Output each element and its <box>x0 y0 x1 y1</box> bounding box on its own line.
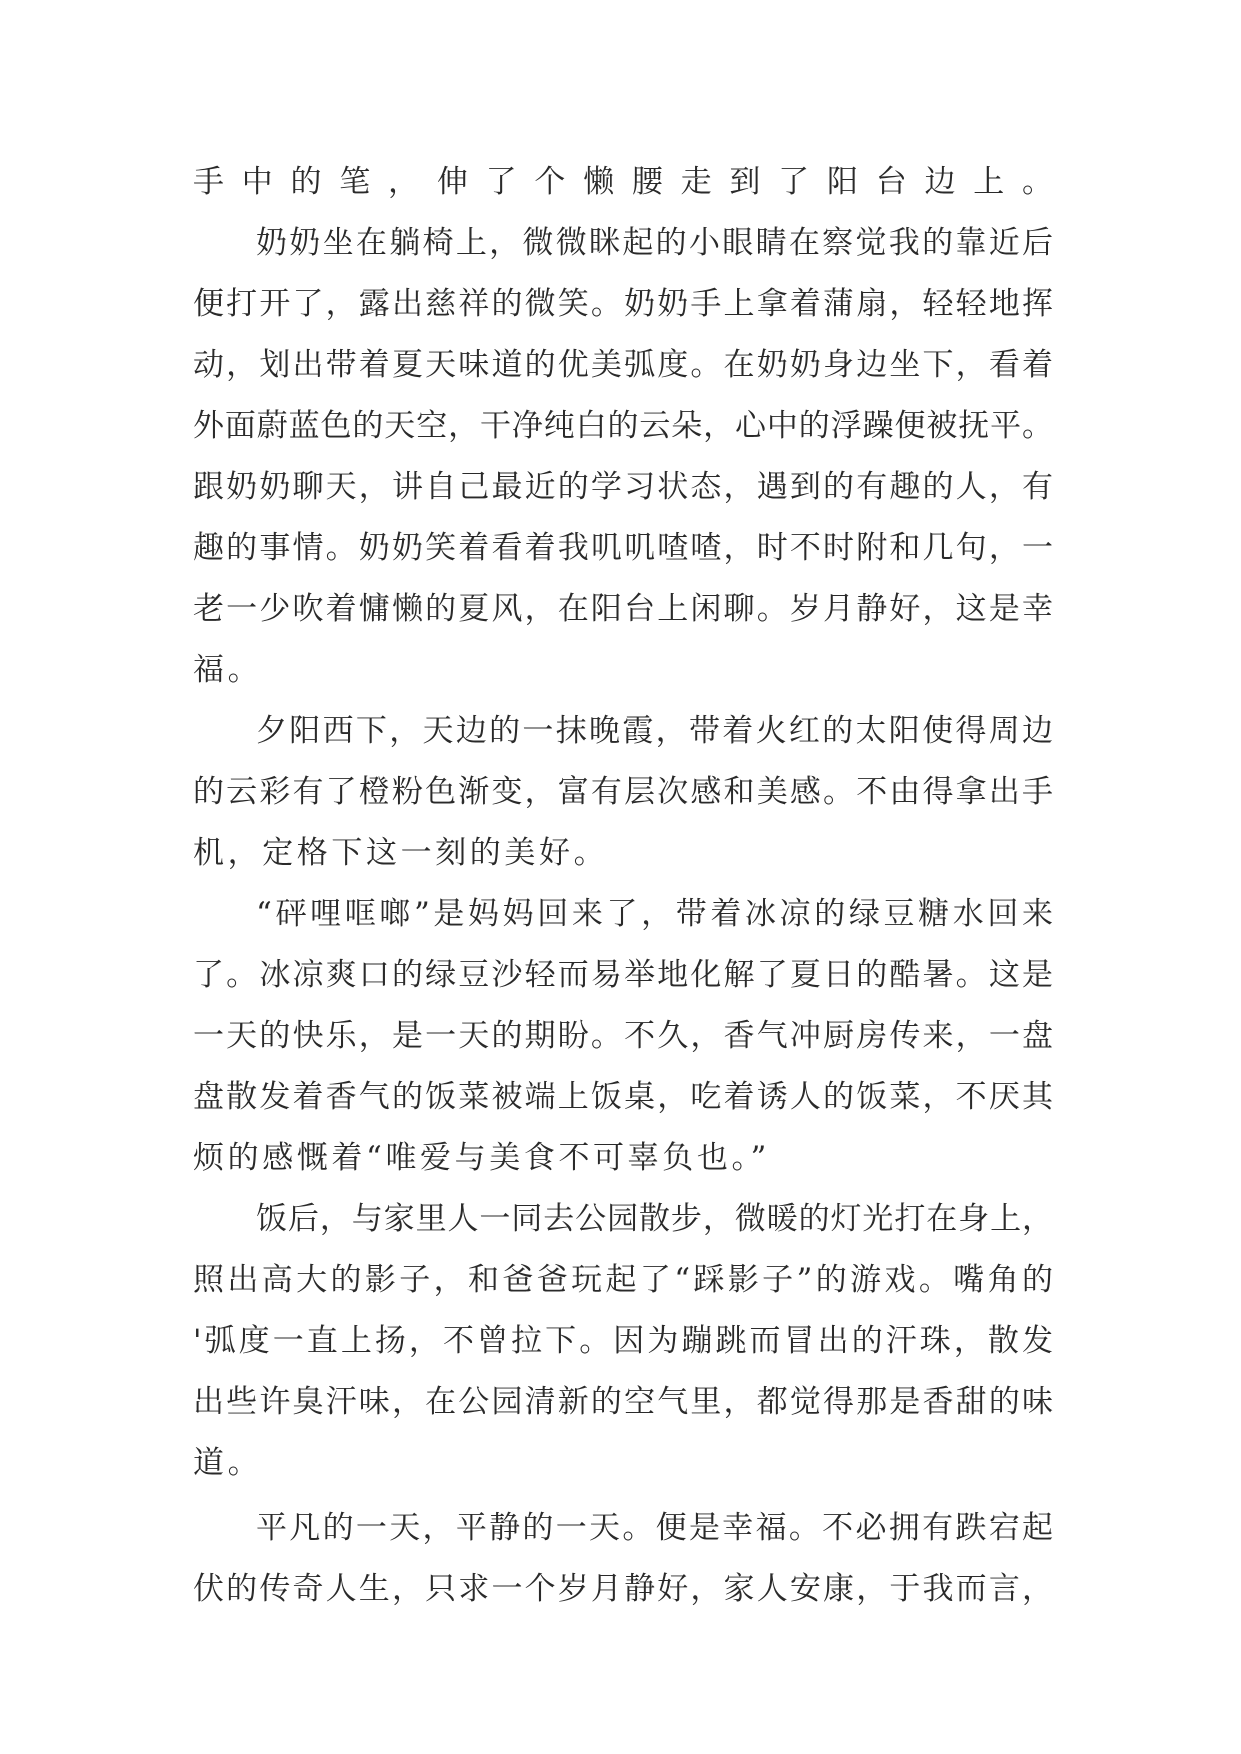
paragraph-start-line: 奶奶坐在躺椅上，微微眯起的小眼睛在察觉我的靠近后 <box>256 225 1053 261</box>
text-line: 盘散发着香气的饭菜被端上饭桌，吃着诱人的饭菜，不厌其 <box>193 1079 1053 1115</box>
text-line: 了。冰凉爽口的绿豆沙轻而易举地化解了夏日的酷暑。这是 <box>193 957 1053 993</box>
text-line: 动，划出带着夏天味道的优美弧度。在奶奶身边坐下，看着 <box>193 347 1053 383</box>
text-line: 跟奶奶聊天，讲自己最近的学习状态，遇到的有趣的人，有 <box>193 469 1053 505</box>
text-line: '弧度一直上扬，不曾拉下。因为蹦跳而冒出的汗珠，散发 <box>193 1323 1053 1359</box>
text-line: 福。 <box>193 652 263 688</box>
text-line: 机，定格下这一刻的美好。 <box>193 835 609 871</box>
text-line: 的云彩有了橙粉色渐变，富有层次感和美感。不由得拿出手 <box>193 774 1053 810</box>
text-line: 出些许臭汗味，在公园清新的空气里，都觉得那是香甜的味 <box>193 1384 1053 1420</box>
text-line: 便打开了，露出慈祥的微笑。奶奶手上拿着蒲扇，轻轻地挥 <box>193 286 1053 322</box>
text-line: 照出高大的影子，和爸爸玩起了“踩影子”的游戏。嘴角的 <box>193 1262 1053 1298</box>
paragraph-start-line: “砰哩哐啷”是妈妈回来了，带着冰凉的绿豆糖水回来 <box>256 896 1053 932</box>
essay-body <box>193 152 1053 1620</box>
text-line: 一天的快乐，是一天的期盼。不久，香气冲厨房传来，一盘 <box>193 1018 1053 1054</box>
text-line: 手中的笔，伸了个懒腰走到了阳台边上。 <box>193 164 1053 200</box>
text-line: 趣的事情。奶奶笑着看着我叽叽喳喳，时不时附和几句，一 <box>193 530 1053 566</box>
text-line: 老一少吹着慵懒的夏风，在阳台上闲聊。岁月静好，这是幸 <box>193 591 1053 627</box>
paragraph-start-line: 饭后，与家里人一同去公园散步，微暖的灯光打在身上， <box>256 1201 1053 1237</box>
paragraph-start-line: 夕阳西下，天边的一抹晚霞，带着火红的太阳使得周边 <box>256 713 1053 749</box>
text-line: 道。 <box>193 1445 263 1481</box>
paragraph-start-line: 平凡的一天，平静的一天。便是幸福。不必拥有跌宕起 <box>256 1510 1053 1546</box>
text-line: 伏的传奇人生，只求一个岁月静好，家人安康，于我而言， <box>193 1571 1053 1607</box>
text-line: 外面蔚蓝色的天空，干净纯白的云朵，心中的浮躁便被抚平。 <box>193 408 1053 444</box>
text-line: 烦的感慨着“唯爱与美食不可辜负也。” <box>193 1140 770 1176</box>
